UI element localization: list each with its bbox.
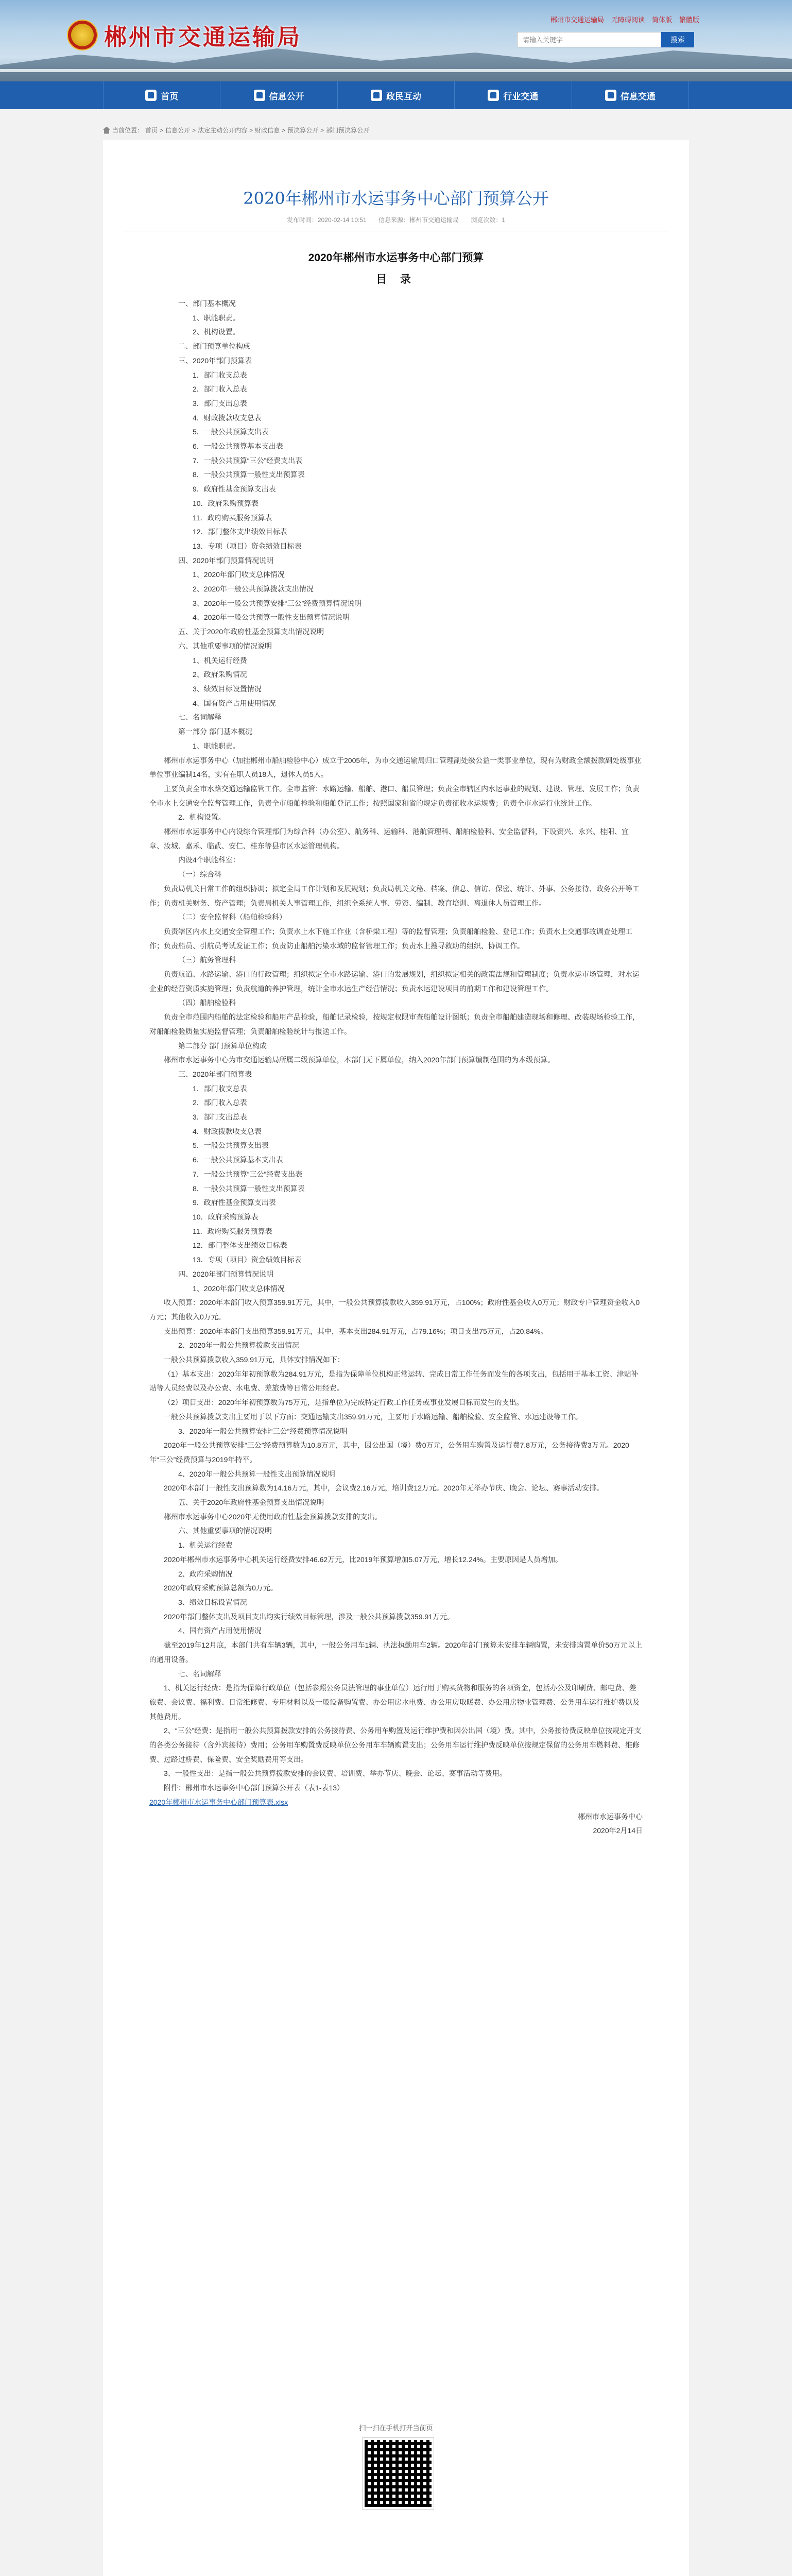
- paragraph: 2020年政府采购预算总额为0万元。: [164, 1584, 278, 1592]
- section-heading: 六、其他重要事项的情况说明: [178, 1527, 272, 1535]
- toc-item: 1、职能职责。: [193, 313, 240, 322]
- search-button[interactable]: 搜索: [661, 32, 694, 47]
- toc-item: 8．一般公共预算一般性支出预算表: [193, 1184, 305, 1193]
- paragraph: 一般公共预算拨款支出主要用于以下方面：交通运输支出359.91万元，主要用于水路运输、船舶检验、安全监管、水运建设等工作。: [164, 1412, 582, 1421]
- paragraph: 2、“三公”经费：是指用一般公共预算拨款安排的公务接待费、公务用车购置及运行维护费和因公出国（境）费。其中，公务接待费反映单位按规定开支的各类公务接待（含外宾接待）费用；公务用车购置费反映单位公务用车车辆购置支出；公务用车运行维护费反映单位按规定保留的公务用车燃料费、维修费、过路过桥费、保险费、安全奖励费用等支出。: [149, 1726, 642, 1764]
- paragraph: 截至2019年12月底，本部门共有车辆3辆，其中，一般公务用车1辆、执法执勤用车2辆。2020年部门预算未安排车辆购置，未安排购置单价50万元以上的通用设备。: [149, 1641, 642, 1664]
- toc-item: 3．部门支出总表: [193, 399, 247, 408]
- site-logo[interactable]: [67, 19, 302, 52]
- toc-part1: [149, 297, 643, 754]
- paragraph: 郴州市水运事务中心内设综合管理部门为综合科（办公室）、航务科、运输科、港航管理科、船舶检验科、安全监督科，下设资兴、永兴、桂阳、宜章、汝城、嘉禾、临武、安仁、桂东等县市区水运管理机构。: [149, 827, 629, 850]
- article-meta: [103, 215, 689, 224]
- emblem-icon: [67, 20, 98, 50]
- section-heading: 第二部分 部门预算单位构成: [178, 1041, 267, 1050]
- nav-item-home[interactable]: [103, 81, 220, 109]
- article-card: [103, 140, 689, 2576]
- section-heading: 1、机关运行经费: [178, 1541, 233, 1550]
- section-heading: （二）安全监督科（船舶检验科）: [178, 913, 286, 922]
- section-heading: 五、关于2020年政府性基金预算支出情况说明: [178, 1498, 324, 1507]
- toc-item: 二、部门预算单位构成: [178, 342, 250, 351]
- doc-subtitle: 目 录: [376, 274, 416, 285]
- toc-item: 三、2020年部门预算表: [178, 1070, 252, 1078]
- paragraph: 2020年一般公共预算安排“三公”经费预算数为10.8万元，其中，因公出国（境）费0万元，公务用车购置及运行费7.8万元，公务接待费3万元。2020年“三公”经费预算与2019年持平。: [149, 1441, 629, 1464]
- toc-item: 1．部门收支总表: [193, 370, 247, 379]
- toc-item: 一、部门基本概况: [178, 299, 236, 308]
- toc-item: 四、2020年部门预算情况说明: [178, 556, 274, 565]
- breadcrumb-link[interactable]: 财政信息: [255, 127, 280, 134]
- breadcrumb-prefix: 当前位置：: [112, 127, 144, 134]
- nav-label: 信息交通: [620, 91, 656, 101]
- top-link-traditional[interactable]: 繁體版: [679, 16, 699, 24]
- section-heading: 2、机构设置。: [178, 813, 226, 822]
- breadcrumb-link[interactable]: 预决算公开: [287, 127, 319, 134]
- info-source: 信息来源：郴州市交通运输局: [378, 216, 459, 224]
- toc-item: 六、其他重要事项的情况说明: [178, 641, 272, 650]
- toc-item: 4．财政拨款收支总表: [193, 1127, 262, 1136]
- breadcrumb-link[interactable]: 部门预决算公开: [326, 127, 370, 134]
- nav-item-info[interactable]: [220, 81, 337, 109]
- site-title: 郴州市交通运输局: [104, 24, 302, 50]
- paragraph: 3、一般性支出：是指一般公共预算拨款安排的会议费、培训费、举办节庆、晚会、论坛、赛事活动等费用。: [164, 1769, 507, 1778]
- traffic-icon: [488, 90, 499, 101]
- toc-item: 五、关于2020年政府性基金预算支出情况说明: [178, 628, 324, 636]
- paragraph: 郴州市水运事务中心2020年无使用政府性基金预算拨款安排的支出。: [164, 1512, 382, 1521]
- section-heading: （一）综合科: [178, 870, 221, 879]
- qr-code: [363, 2438, 434, 2509]
- toc-item: 2、机构设置。: [193, 328, 240, 336]
- bus-icon: [605, 90, 616, 101]
- article-title: 2020年郴州市水运事务中心部门预算公开: [243, 189, 549, 208]
- attachment-label: 附件：郴州市水运事务中心部门预算公开表（表1-表13）: [164, 1784, 345, 1792]
- toc-item: 12．部门整体支出绩效目标表: [193, 1241, 287, 1250]
- toc-item: 11．政府购买服务预算表: [193, 1227, 272, 1235]
- article-body: [149, 297, 643, 1838]
- site-header: [0, 0, 792, 81]
- paragraph: 郴州市水运事务中心（加挂郴州市船舶检验中心）成立于2005年，为市交通运输局归口管理副处级公益一类事业单位，现有为财政全额拨款副处级事业单位事业编制14名，实有在职人员18人，退休人员5人。: [149, 756, 642, 779]
- paragraph: 2020年部门整体支出及项目支出均实行绩效目标管理，涉及一般公共预算拨款359.91万元。: [164, 1612, 454, 1621]
- paragraph: 1、机关运行经费：是指为保障行政单位（包括参照公务员法管理的事业单位）运行用于购买货物和服务的各项资金，包括办公及印刷费、邮电费、差旅费、会议费、福利费、日常维修费、专用材料以及一般设备购置费、办公用房水电费、办公用房取暖费、办公用房物业管理费、公务用车运行维护费以及其他费用。: [149, 1684, 640, 1721]
- paragraph: 2020年本部门一般性支出预算数为14.16万元，其中，会议费2.16万元，培训费12万元。2020年无举办节庆、晚会、论坛、赛事活动安排。: [164, 1484, 604, 1493]
- toc-item: 5．一般公共预算支出表: [193, 1141, 269, 1150]
- toc-item: 10．政府采购预算表: [193, 499, 259, 507]
- sign-date: 2020年2月14日: [593, 1826, 643, 1835]
- toc-item: 4、2020年一般公共预算一般性支出预算情况说明: [193, 613, 350, 622]
- top-link[interactable]: 郴州市交通运输局: [550, 16, 604, 24]
- toc-item: 11．政府购买服务预算表: [193, 513, 272, 522]
- location-icon: [103, 127, 110, 134]
- toc-item: 2．部门收入总表: [193, 385, 247, 394]
- section-heading: （四）船舶检验科: [178, 998, 236, 1007]
- toc-item: 3、绩效目标设置情况: [193, 684, 262, 693]
- toc-item: 三、2020年部门预算表: [178, 356, 252, 365]
- section-heading: 3、2020年一般公共预算安排“三公”经费预算情况说明: [178, 1427, 348, 1435]
- nav-label: 行业交通: [503, 91, 539, 101]
- toc-part2: [149, 1067, 643, 1296]
- section-heading: （三）航务管理科: [178, 956, 236, 964]
- paragraph: （1）基本支出：2020年年初预算数为284.91万元，是指为保障单位机构正常运转、完成日常工作任务而发生的各项支出，包括用于基本工资、津贴补贴等人员经费以及办公费、水电费、差旅费等日常公用经费。: [149, 1369, 639, 1393]
- section-heading: 4、国有资产占用使用情况: [178, 1626, 262, 1635]
- toc-item: 2、政府采购情况: [193, 670, 247, 679]
- main-nav: [0, 81, 792, 109]
- toc-item: 8．一般公共预算一般性支出预算表: [193, 470, 305, 479]
- paragraph: 郴州市水运事务中心为市交通运输局所属二级预算单位，本部门无下属单位，纳入2020年部门预算编制范围的为本级预算。: [164, 1056, 555, 1064]
- section-heading: 4、2020年一般公共预算一般性支出预算情况说明: [178, 1469, 335, 1478]
- search-input[interactable]: [517, 32, 661, 47]
- toc-item: 12．部门整体支出绩效目标表: [193, 528, 287, 536]
- toc-item: 6．一般公共预算基本支出表: [193, 442, 283, 451]
- toc-item: 4、国有资产占用使用情况: [193, 699, 276, 707]
- toc-item: 5．一般公共预算支出表: [193, 428, 269, 436]
- interact-icon: [371, 90, 382, 101]
- toc-item: 第一部分 部门基本概况: [178, 727, 252, 736]
- toc-item: 4．财政拨款收支总表: [193, 413, 262, 422]
- paragraph: 支出预算：2020年本部门支出预算359.91万元，其中，基本支出284.91万元，占79.16%；项目支出75万元，占20.84%。: [164, 1327, 548, 1335]
- breadcrumb-link[interactable]: 首页: [145, 127, 158, 134]
- toc-item: 9．政府性基金预算支出表: [193, 485, 276, 494]
- paragraph: 收入预算：2020年本部门收入预算359.91万元，其中，一般公共预算拨款收入359.91万元，占100%；政府性基金收入0万元；财政专户管理资金收入0万元；其他收入0万元。: [149, 1298, 640, 1321]
- toc-item: 6．一般公共预算基本支出表: [193, 1156, 283, 1164]
- toc-item: 1、2020年部门收支总体情况: [193, 1284, 285, 1293]
- toc-item: 七、名词解释: [178, 713, 221, 722]
- toc-item: 2、2020年一般公共预算拨款支出情况: [193, 585, 314, 594]
- info-icon: [254, 90, 265, 101]
- paragraph: 主要负责全市水路交通运输监管工作。全市监管：水路运输、船舶、港口、船员管理；负责全市辖区内水运事业的规划、建设、管理、发展工作；负责全市水上交通安全监督管理工作，负责全市船舶检验和船舶登记工作；按照国家和省的规定负责征收水运规费；负责全市水运行业统计工作。: [149, 784, 640, 807]
- toc-item: 1、职能职责。: [193, 741, 240, 750]
- breadcrumb: 当前位置： 首页 > 信息公开 > 法定主动公开内容 > 财政信息 > 预决算公开 > 部门预决算公开: [103, 126, 369, 134]
- top-link-simplified[interactable]: 简体版: [651, 16, 672, 24]
- toc-item: 7．一般公共预算“三公”经费支出表: [193, 1170, 303, 1178]
- toc-item: 1．部门收支总表: [193, 1084, 247, 1093]
- nav-label: 首页: [161, 91, 179, 101]
- toc-item: 13．专项（项目）资金绩效目标表: [193, 541, 302, 550]
- toc-item: 9．政府性基金预算支出表: [193, 1198, 276, 1207]
- paragraph: 负责局机关日常工作的组织协调；拟定全局工作计划和发展规划；负责局机关文秘、档案、信息、信访、保密、统计、外事、公务接待、政务公开等工作；负责机关财务、资产管理；负责局机关人事管理工作，组织全系统人事、劳资、编制、教育培训、离退休人员管理工作。: [149, 884, 640, 907]
- section-heading: 2、政府采购情况: [178, 1569, 233, 1578]
- toc-item: 10．政府采购预算表: [193, 1213, 259, 1221]
- nav-label: 政民互动: [386, 91, 422, 101]
- nav-item-bus[interactable]: [572, 81, 689, 109]
- breadcrumb-link[interactable]: 法定主动公开内容: [198, 127, 248, 134]
- toc-item: 四、2020年部门预算情况说明: [178, 1269, 274, 1278]
- doc-title: 2020年郴州市水运事务中心部门预算: [308, 252, 484, 264]
- paragraph: 负责辖区内水上交通安全管理工作；负责水上水下施工作业（含桥梁工程）等的监督管理；负责船舶检验、登记工作；负责水上交通事故调查处理工作；负责船员、引航员考试发证工作；负责防止船舶污染水域的监督管理工作；负责水上搜寻救助的组织、协调工作。: [149, 927, 632, 950]
- paragraph: （2）项目支出：2020年年初预算数为75万元，是指单位为完成特定行政工作任务或事业发展目标而发生的支出。: [164, 1398, 524, 1407]
- toc-item: 2．部门收入总表: [193, 1098, 247, 1107]
- paragraph: 负责航道、水路运输、港口的行政管理；组织拟定全市水路运输、港口的发展规划，组织拟定相关的政策法规和管理制度；负责水运市场管理，对水运企业的经营资质实施管理；负责航道的养护管理，统计全市水运生产经营情况；负责水运建设项目的前期工作和建设管理工作。: [149, 970, 640, 993]
- toc-item: 3．部门支出总表: [193, 1113, 247, 1122]
- qr-label: 扫一扫在手机打开当前页: [359, 2424, 433, 2432]
- header-bridge: [0, 69, 792, 72]
- paragraph: 一般公共预算拨款收入359.91万元，具体安排情况如下：: [164, 1355, 345, 1364]
- sign-org: 郴州市水运事务中心: [578, 1812, 643, 1821]
- breadcrumb-link[interactable]: 信息公开: [165, 127, 191, 134]
- top-links: [550, 14, 699, 24]
- paragraph: 2020年郴州市水运事务中心机关运行经费安排46.62万元，比2019年预算增加5.07万元，增长12.24%。主要原因是人员增加。: [164, 1555, 563, 1564]
- paragraph: 负责全市范围内船舶的法定检验和船用产品检验，船舶记录检验，按规定权限审查船舶设计图纸；负责全市船舶建造现场和修理、改装现场检验工作，对船舶检验质量实施监督管理；负责船舶检验统计与报送工作。: [149, 1013, 640, 1036]
- section-heading: 3、绩效目标设置情况: [178, 1598, 247, 1606]
- nav-item-traffic[interactable]: [455, 81, 572, 109]
- view-count: 浏览次数：1: [471, 216, 506, 224]
- publish-time: 发布时间：2020-02-14 10:51: [286, 216, 367, 224]
- nav-item-interact[interactable]: [338, 81, 455, 109]
- paragraph: 内设4个职能科室：: [178, 856, 240, 865]
- attachment-link[interactable]: 2020年郴州市水运事务中心部门预算表.xlsx: [149, 1798, 288, 1806]
- section-heading: 七、名词解释: [178, 1669, 221, 1678]
- toc-item: 1、机关运行经费: [193, 656, 247, 665]
- toc-item: 13．专项（项目）资金绩效目标表: [193, 1256, 302, 1264]
- section-heading: 2、2020年一般公共预算拨款支出情况: [178, 1341, 299, 1350]
- toc-item: 3、2020年一般公共预算安排“三公”经费预算情况说明: [193, 599, 362, 607]
- top-link-accessibility[interactable]: 无障碍阅读: [611, 16, 645, 24]
- toc-item: 1、2020年部门收支总体情况: [193, 570, 285, 579]
- home-icon: [145, 90, 157, 101]
- toc-item: 7．一般公共预算“三公”经费支出表: [193, 456, 303, 465]
- nav-label: 信息公开: [269, 91, 304, 101]
- search-box: [517, 32, 694, 47]
